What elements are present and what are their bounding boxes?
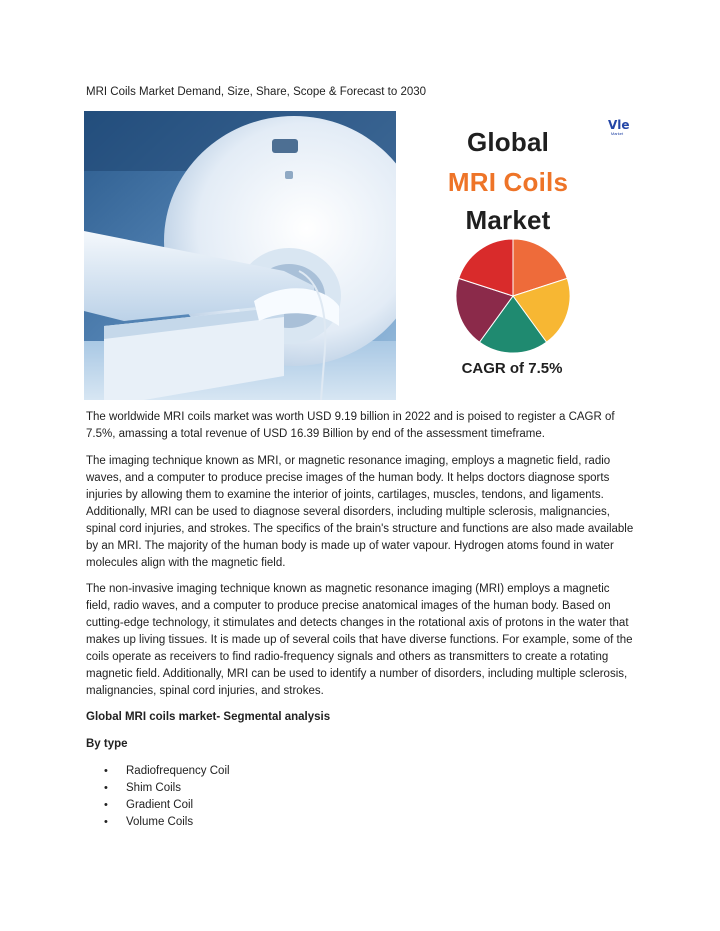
infographic-line-mri-coils: MRI Coils (447, 167, 569, 197)
market-infographic (396, 111, 636, 400)
by-type-heading: By type (86, 738, 128, 750)
list-item-label: Volume Coils (126, 816, 194, 828)
list-item-label: Shim Coils (126, 782, 181, 794)
bullet-icon: • (104, 765, 108, 777)
list-item-label: Gradient Coil (126, 799, 194, 811)
document-title: MRI Coils Market Demand, Size, Share, Scope & Forecast to 2030 (86, 86, 427, 98)
paragraph-mri-overview: The imaging technique known as MRI, or magnetic resonance imaging, employs a magnetic field, radio waves, and a computer to produce precise images of the human body. It helps doctors diagnose sports injuries by allowing them to examine the interior of joints, cartilages, muscles, tendons, and ligaments. Additionally, MRI can be used to diagnose several disorders, including multiple sclerosis, malignancies, spinal cord injuries, and strokes. The specifics of the brain's structure and functions are also made available by an MRI. The majority of the human body is made up of water vapour. Hydrogen atoms found in water molecules align with the magnetic field. (86, 455, 634, 569)
list-item (86, 763, 230, 780)
infographic-line-global: Global (466, 127, 550, 157)
list-item (86, 780, 230, 797)
segmental-analysis-heading: Global MRI coils market- Segmental analysis (86, 711, 331, 723)
cagr-label: CAGR of 7.5% (461, 360, 563, 377)
bullet-icon: • (104, 816, 108, 828)
paragraph-market-value: The worldwide MRI coils market was worth USD 9.19 billion in 2022 and is poised to register a CAGR of 7.5%, amassing a total revenue of USD 16.39 Billion by end of the assessment timeframe. (86, 411, 615, 440)
paragraph-mri-technique: The non-invasive imaging technique known as magnetic resonance imaging (MRI) employs a magnetic field, radio waves, and a computer to produce precise anatomical images of the human body. Based on cutting-edge technology, it stimulates and detects changes in the rotational axis of protons in the water that makes up living tissues. It is made up of several coils that have diverse functions. For example, some of the coils operate as receivers to find radio-frequency signals and others as transmitters to create a rotating magnetic field. Additionally, MRI can be used to identify a number of disorders, including multiple sclerosis, malignancies, spinal cord injuries, and strokes. (86, 583, 633, 697)
list-item-label: Radiofrequency Coil (126, 765, 230, 777)
list-item (86, 797, 230, 814)
type-list (86, 763, 230, 831)
mri-scanner-photo (84, 111, 396, 400)
brand-logo-text: Market (610, 131, 624, 136)
brand-logo-mark: Vle (608, 118, 630, 132)
infographic-line-market: Market (465, 205, 551, 235)
pie-graphic (454, 237, 572, 355)
list-item (86, 814, 230, 831)
bullet-icon: • (104, 799, 108, 811)
bullet-icon: • (104, 782, 108, 794)
hero-image (84, 111, 636, 400)
